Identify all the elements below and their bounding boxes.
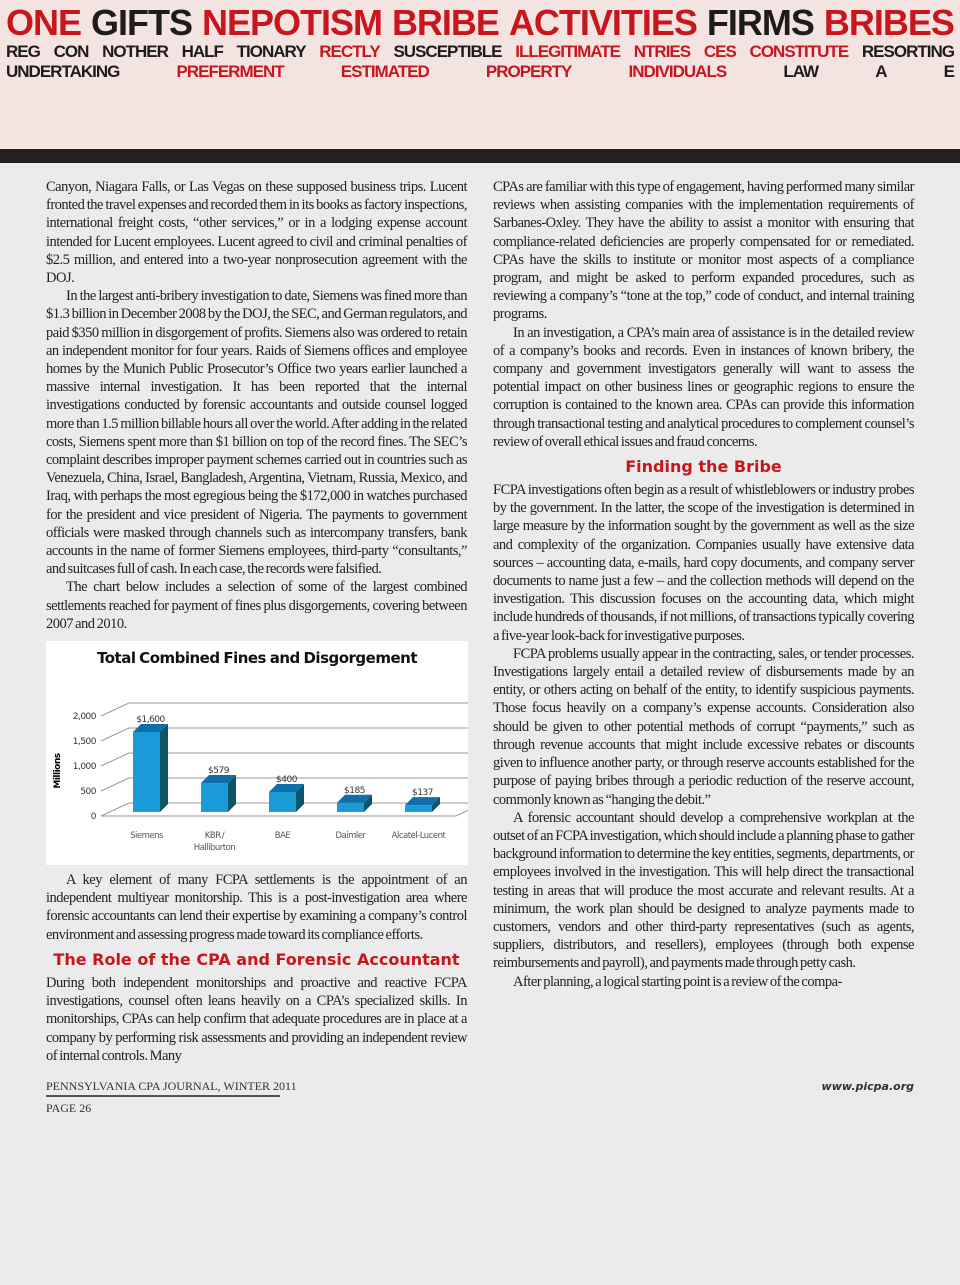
left-column [46, 178, 467, 1065]
banner-word: NEPOTISM [201, 2, 382, 43]
paragraph: A forensic accountant should develop a comprehensive workplan at the outset of an FCPA investigation, which should include a planning phase to gather background information to determine the key entities, segments, departments, or employees involved in the investigation. This will help direct the transactional testing in areas that will produce the most accurate and relevant results. At a minimum, the work plan should be designed to analyze payments made to customers, vendors and other third-party representatives (such as agents, suppliers, distributors, and resellers), employees (through both expense reimbursements and payroll), and payments made through petty cash. [493, 809, 914, 972]
section-heading: The Role of the CPA and Forensic Accountant [53, 949, 460, 969]
gridline [101, 778, 129, 791]
banner-word: GIFTS [90, 2, 192, 43]
data-label: $137 [412, 788, 433, 799]
banner-word: CONSTITUTE [749, 42, 849, 61]
banner-word: ESTIMATED [340, 62, 429, 81]
bar [133, 732, 160, 812]
paragraph: During both independent monitorships and proactive and reactive FCPA investigations, counsel often leans heavily on a CPA’s specialized skills. In monitorships, CPAs can help confirm that adequate procedures are in place at a company by performing risk assessments and providing an independent review of internal controls. Many [46, 974, 467, 1064]
bar [269, 792, 296, 812]
page-footer [46, 1079, 914, 1119]
banner-word: CON [53, 42, 89, 61]
banner-word: ILLEGITIMATE [515, 42, 621, 61]
banner-word: NOTHER [102, 42, 168, 61]
y-axis-label: Millions [53, 753, 63, 789]
gridline [101, 728, 129, 741]
gridline [101, 703, 129, 716]
x-tick-label: Daimler [335, 831, 366, 842]
data-label: $400 [276, 775, 297, 786]
footer-journal: PENNSYLVANIA CPA JOURNAL, WINTER 2011 [46, 1079, 280, 1097]
bar-side [160, 724, 168, 812]
header-banner-word-collage [0, 0, 960, 163]
section-heading: Finding the Bribe [625, 457, 782, 477]
banner-word: TIONARY [236, 42, 306, 61]
y-tick-label: 2,000 [72, 712, 96, 723]
y-tick-label: 500 [80, 787, 96, 798]
bar [337, 803, 364, 812]
x-axis [456, 803, 468, 816]
bar-chart [46, 641, 468, 865]
banner-word: CES [703, 42, 736, 61]
paragraph: Canyon, Niagara Falls, or Las Vegas on these supposed business trips. Lucent fronted the travel expenses and recorded them in its books as factory inspections, international freight costs, “other services,” or in a lodging expense account intended for Lucent employees. Lucent agreed to civil and criminal penalties of $2.5 million, and entered into a two-year nonprosecution agreement with the DOJ. [46, 179, 467, 287]
x-tick-label: BAE [274, 831, 291, 842]
gridline [101, 753, 129, 766]
data-label: $1,600 [136, 715, 165, 726]
banner-word: INDIVIDUALS [628, 62, 727, 81]
paragraph: A key element of many FCPA settlements is the appointment of an independent multiyear monitorship. This is a post-investigation area where forensic accountants can lend their expertise by examining a company’s control environment and assessing progress made toward its compliance efforts. [46, 872, 467, 943]
gridline [101, 803, 129, 816]
x-tick-label: Alcatel-Lucent [391, 831, 446, 842]
data-label: $185 [344, 785, 365, 796]
x-tick-label: Halliburton [193, 843, 236, 854]
banner-word: E [943, 62, 954, 81]
right-column [493, 178, 914, 991]
bar [201, 783, 228, 812]
paragraph: In an investigation, a CPA’s main area of assistance is in the detailed review of a company’s books and records. Even in instances of known bribery, the company and government investigators generally will want to assess the potential impact on other business lines or geographic regions to ensure the corruption is contained to the known area. CPAs can provide this information through transactional testing and analytical procedures to complement counsel’s review of overall ethical issues and fraud concerns. [493, 324, 914, 450]
y-tick-label: 1,000 [72, 762, 96, 773]
bar [405, 805, 432, 812]
footer-page-number: PAGE 26 [46, 1100, 92, 1115]
banner-word: RESORTING [861, 42, 954, 61]
banner-word: LAW [783, 62, 819, 81]
banner-word: PROPERTY [485, 62, 572, 81]
paragraph: FCPA investigations often begin as a result of whistleblowers or industry probes by the government. In the latter, the scope of the investigation is determined in large measure by the information sought by the government as well as the size and complexity of the organization. Companies usually have extensive data sources – accounting data, e-mails, hard copy documents, and company server documents to name just a few – and the collection methods will depend on the investigation. This discussion focuses on the accounting data, which might include hundreds of thousands, if not millions, of transactions typically covering a five-year look-back for investigative purposes. [493, 482, 914, 644]
banner-word: UNDERTAKING [6, 62, 120, 81]
banner-word: BRIBES [823, 2, 954, 43]
banner-word: BRIBE [391, 2, 499, 43]
banner-word: SUSCEPTIBLE [393, 42, 502, 61]
banner-word: ONE [6, 2, 82, 43]
banner-word: HALF [181, 42, 223, 61]
paragraph: After planning, a logical starting point is a review of the compa- [513, 973, 842, 990]
article-body [46, 178, 914, 1119]
banner-word: REG [6, 42, 40, 61]
banner-word: A [875, 62, 887, 81]
x-tick-label: KBR / [204, 831, 225, 842]
y-tick-label: 1,500 [72, 737, 96, 748]
banner-word: PREFERMENT [176, 62, 284, 81]
y-tick-label: 0 [90, 812, 96, 823]
banner-word: FIRMS [706, 2, 814, 43]
banner-word: RECTLY [319, 42, 380, 61]
banner-large-words [6, 4, 954, 42]
banner-word: ACTIVITIES [508, 2, 697, 43]
banner-word: NTRIES [633, 42, 691, 61]
paragraph: The chart below includes a selection of some of the largest combined settlements reached for payment of fines plus disgorgements, covering between 2007 and 2010. [46, 579, 467, 632]
x-tick-label: Siemens [130, 831, 163, 842]
paragraph: In the largest anti-bribery investigation to date, Siemens was fined more than $1.3 billion in December 2008 by the DOJ, the SEC, and German regulators, and paid $350 million in disgorgement of profits. Siemens also was ordered to retain an independent monitor for four years. Raids of Siemens offices and employee homes by the Munich Public Prosecutor’s Office two years earlier launched a massive internal investigation. It has been reported that the internal investigations conducted by forensic accountants and outside counsel logged more than 1.5 million billable hours all over the world. After adding in the related costs, Siemens spent more than $1 billion on top of the record fines. The SEC’s complaint describes improper payment schemes carried out in countries such as Venezuela, China, Israel, Bangladesh, Argentina, Vietnam, Russia, Mexico, and Iraq, with perhaps the most egregious being the $172,000 in watches purchased for the president and vice president of Nigeria. The payments to government officials were masked through channels such as intercompany transfers, bank accounts in the name of former Siemens employees, third-party “consultants,” and suitcases full of cash. In each case, the records were falsified. [46, 288, 467, 578]
chart-title: Total Combined Fines and Disgorgement [96, 649, 418, 668]
footer-url[interactable]: www.picpa.org [821, 1079, 914, 1093]
paragraph: CPAs are familiar with this type of engagement, having performed many similar reviews when assisting companies with the implementation requirements of Sarbanes-Oxley. They have the ability to assist a monitor with ensuring that compliance-related deficiencies are properly compensated for or remediated. CPAs have the skills to institute or monitor most aspects of a compliance program, and might be asked to perform expanded procedures, such as reviewing a company’s “tone at the top,” code of conduct, and internal training programs. [493, 179, 914, 323]
data-label: $579 [208, 766, 229, 777]
paragraph: FCPA problems usually appear in the contracting, sales, or tender processes. Investigations largely entail a detailed review of disbursements made by an entity, or others acting on behalf of the entity, to identify suspicious payments. Those focus heavily on a company’s expense accounts. Consideration also should be given to other potential methods of corrupt “payments,” such as through revenue accounts that might include excessive rebates or discounts given to influence another party, or through reserve accounts established for the purpose of paying bribes through a periodic reduction of the reserve account, commonly known as “hanging the debit.” [493, 645, 914, 808]
banner-small-words [6, 42, 954, 82]
